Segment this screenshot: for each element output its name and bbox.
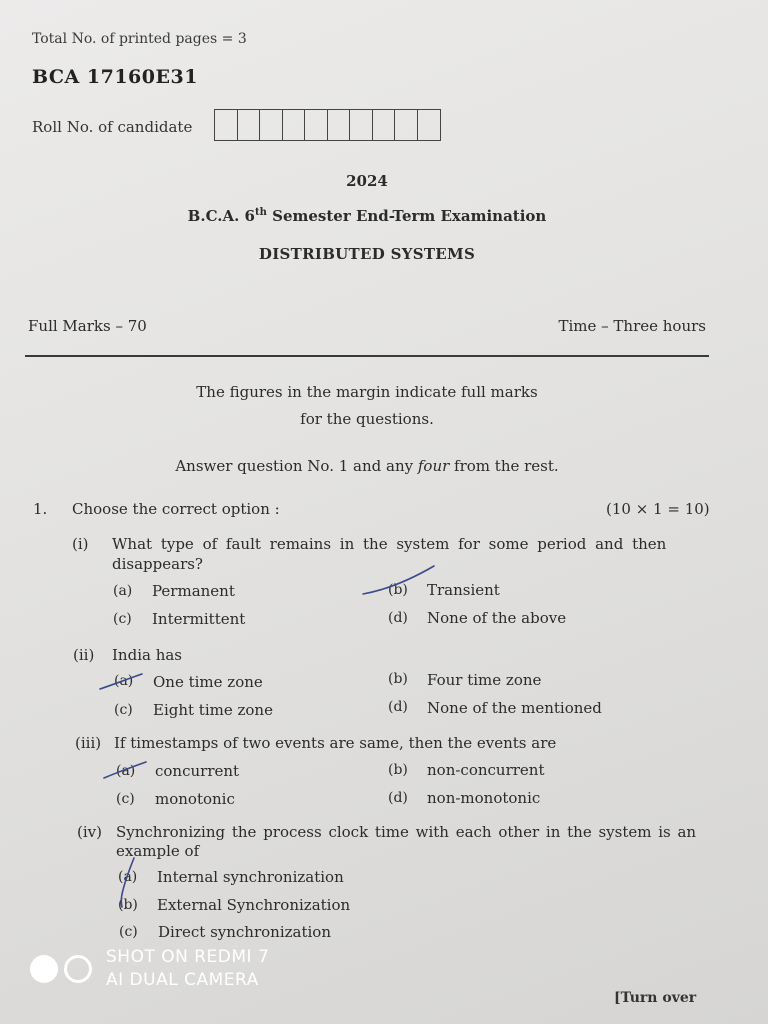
pen-mark-ii-a bbox=[100, 674, 142, 689]
watermark-ring-icon bbox=[64, 955, 92, 983]
option-label: (b) bbox=[388, 762, 408, 778]
subquestion-text: If timestamps of two events are same, then the events are bbox=[114, 734, 557, 752]
instruction-line-2: for the questions. bbox=[300, 410, 434, 428]
subquestion-text: disappears? bbox=[112, 555, 203, 573]
option-text: concurrent bbox=[155, 762, 240, 780]
option-text: monotonic bbox=[155, 790, 235, 808]
option-label: (d) bbox=[388, 699, 408, 715]
exam-name: Semester End-Term Examination bbox=[266, 207, 547, 225]
option-text: Eight time zone bbox=[153, 701, 273, 719]
option-text: Intermittent bbox=[152, 610, 246, 628]
time-allowed: Time – Three hours bbox=[558, 317, 706, 335]
watermark-dot-icon bbox=[30, 955, 58, 983]
option-label: (d) bbox=[388, 610, 408, 626]
question-prompt: Choose the correct option : bbox=[72, 500, 280, 518]
pen-mark-i-b bbox=[363, 566, 434, 594]
watermark-line-1: SHOT ON REDMI 7 bbox=[106, 947, 270, 967]
subquestion-number: (iv) bbox=[77, 823, 102, 841]
option-text: Four time zone bbox=[427, 671, 542, 689]
option-label: (c) bbox=[119, 924, 138, 940]
subquestion-number: (iii) bbox=[75, 734, 102, 752]
instruction-text: Answer question No. 1 and any bbox=[175, 457, 418, 475]
instruction-emphasis: four bbox=[417, 457, 450, 475]
option-text: Internal synchronization bbox=[157, 868, 344, 886]
option-label: (d) bbox=[388, 790, 408, 806]
option-label: (b) bbox=[118, 897, 138, 913]
roll-number-label: Roll No. of candidate bbox=[32, 118, 193, 136]
option-label: (c) bbox=[114, 702, 133, 718]
option-label: (b) bbox=[388, 582, 408, 598]
option-label: (a) bbox=[118, 869, 138, 885]
option-text: non-monotonic bbox=[427, 789, 541, 807]
option-label: (c) bbox=[116, 791, 135, 807]
option-text: None of the above bbox=[427, 609, 567, 627]
instruction-text: from the rest. bbox=[449, 457, 559, 475]
camera-watermark bbox=[30, 946, 269, 992]
option-text: non-concurrent bbox=[427, 761, 545, 779]
option-label: (b) bbox=[388, 671, 408, 687]
subject-title: DISTRIBUTED SYSTEMS bbox=[258, 245, 476, 263]
pen-mark-iv-a bbox=[121, 858, 134, 907]
watermark-text bbox=[106, 946, 269, 992]
subquestion-text: India has bbox=[112, 646, 182, 664]
option-text: None of the mentioned bbox=[427, 699, 602, 717]
semester-suffix: th bbox=[255, 207, 267, 218]
question-number: 1. bbox=[33, 500, 48, 518]
pen-mark-iii-a bbox=[104, 762, 146, 778]
option-label: (a) bbox=[114, 673, 134, 689]
option-label: (c) bbox=[113, 611, 132, 627]
programme: B.C.A. 6 bbox=[187, 207, 255, 225]
instruction-line-1: The figures in the margin indicate full marks bbox=[196, 383, 538, 401]
option-text: Permanent bbox=[152, 582, 235, 600]
full-marks: Full Marks – 70 bbox=[28, 317, 147, 335]
option-text: Transient bbox=[427, 581, 500, 599]
subquestion-text: example of bbox=[116, 842, 200, 860]
exam-year: 2024 bbox=[346, 172, 388, 190]
turn-over-note: [Turn over bbox=[614, 990, 697, 1006]
subquestion-number: (ii) bbox=[73, 646, 95, 664]
subquestion-text: Synchronizing the process clock time with each other in the system is an bbox=[116, 823, 697, 841]
option-text: External Synchronization bbox=[157, 896, 351, 914]
question-marks: (10 × 1 = 10) bbox=[606, 500, 710, 518]
option-label: (a) bbox=[116, 763, 136, 779]
watermark-line-2: AI DUAL CAMERA bbox=[106, 969, 259, 990]
printed-pages-note: Total No. of printed pages = 3 bbox=[32, 31, 247, 47]
option-text: Direct synchronization bbox=[158, 923, 331, 941]
subquestion-number: (i) bbox=[72, 535, 89, 553]
paper-code: BCA 17160E31 bbox=[32, 66, 198, 88]
subquestion-text: What type of fault remains in the system for some period and then bbox=[112, 535, 667, 553]
option-text: One time zone bbox=[153, 673, 263, 691]
option-label: (a) bbox=[113, 583, 133, 599]
